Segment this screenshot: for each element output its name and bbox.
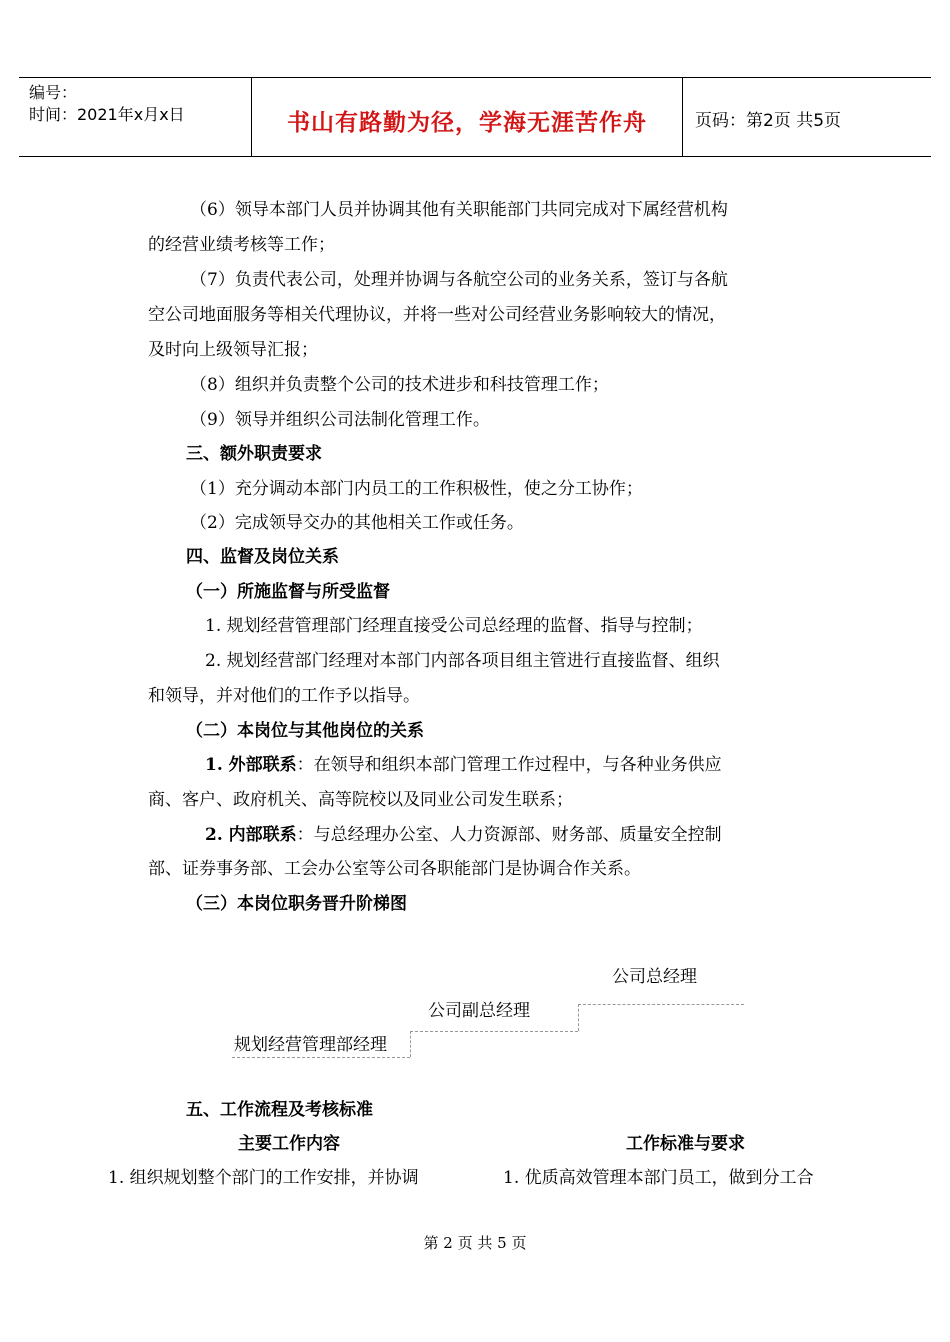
section-heading: 四、监督及岗位关系 [186,547,339,567]
time-label: 时间：2021年x月x日 [29,105,185,124]
external-text: ：在领导和组织本部门管理工作过程中，与各种业务供应 [296,755,722,775]
external-relations-cont: 商、客户、政府机关、高等院校以及同业公司发生联系； [148,790,573,810]
list-item: （2）完成领导交办的其他相关工作或任务。 [190,513,524,533]
internal-relations [205,824,722,846]
duty-line: （8）组织并负责整个公司的技术进步和科技管理工作； [190,375,609,395]
duty-line: （9）领导并组织公司法制化管理工作。 [190,410,490,430]
external-relations [205,754,722,776]
ladder-bottom: 规划经营管理部经理 [234,1035,387,1055]
duty-line: （7）负责代表公司，处理并协调与各航空公司的业务关系，签订与各航 [190,270,728,290]
internal-text: ：与总经理办公室、人力资源部、财务部、质量安全控制 [296,825,722,845]
list-item: 1. 规划经营管理部门经理直接受公司总经理的监督、指导与控制； [205,616,703,636]
column-header: 工作标准与要求 [626,1134,745,1154]
section-heading: 三、额外职责要求 [186,444,322,464]
page-footer: 第 2 页 共 5 页 [423,1234,527,1252]
table-cell: 1. 组织规划整个部门的工作安排，并协调 [108,1168,419,1188]
ladder-step-line [232,1057,410,1058]
ladder-step-riser [578,1004,579,1031]
header-table [19,77,931,157]
duty-line: 的经营业绩考核等工作； [148,235,335,255]
ladder-step-line [578,1004,744,1005]
number-label: 编号： [29,83,78,102]
external-label: 1. 外部联系 [205,755,297,775]
column-header: 主要工作内容 [238,1134,340,1154]
list-item: （1）充分调动本部门内员工的工作积极性，使之分工协作； [190,479,643,499]
list-item: 2. 规划经营部门经理对本部门内部各项目组主管进行直接监督、组织 [205,651,720,671]
subsection-heading: （二）本岗位与其他岗位的关系 [186,721,424,741]
duty-line: （6）领导本部门人员并协调其他有关职能部门共同完成对下属经营机构 [190,200,728,220]
header-motto: 书山有路勤为径，学海无涯苦作舟 [287,110,647,136]
header-divider [682,78,683,156]
internal-relations-cont: 部、证券事务部、工会办公室等公司各职能部门是协调合作关系。 [148,859,641,879]
ladder-step-line [410,1031,578,1032]
section-heading: 五、工作流程及考核标准 [186,1100,373,1120]
ladder-step-riser [410,1031,411,1057]
ladder-middle: 公司副总经理 [428,1001,530,1021]
header-meta [29,82,185,126]
table-cell: 1. 优质高效管理本部门员工，做到分工合 [503,1168,814,1188]
list-item: 和领导，并对他们的工作予以指导。 [148,686,420,706]
page-label: 页码：第2页 共5页 [695,111,842,131]
ladder-top: 公司总经理 [612,967,697,987]
subsection-heading: （三）本岗位职务晋升阶梯图 [186,894,407,914]
internal-label: 2. 内部联系 [205,825,297,845]
subsection-heading: （一）所施监督与所受监督 [186,582,390,602]
duty-line: 及时向上级领导汇报； [148,340,318,360]
duty-line: 空公司地面服务等相关代理协议，并将一些对公司经营业务影响较大的情况， [148,305,726,325]
